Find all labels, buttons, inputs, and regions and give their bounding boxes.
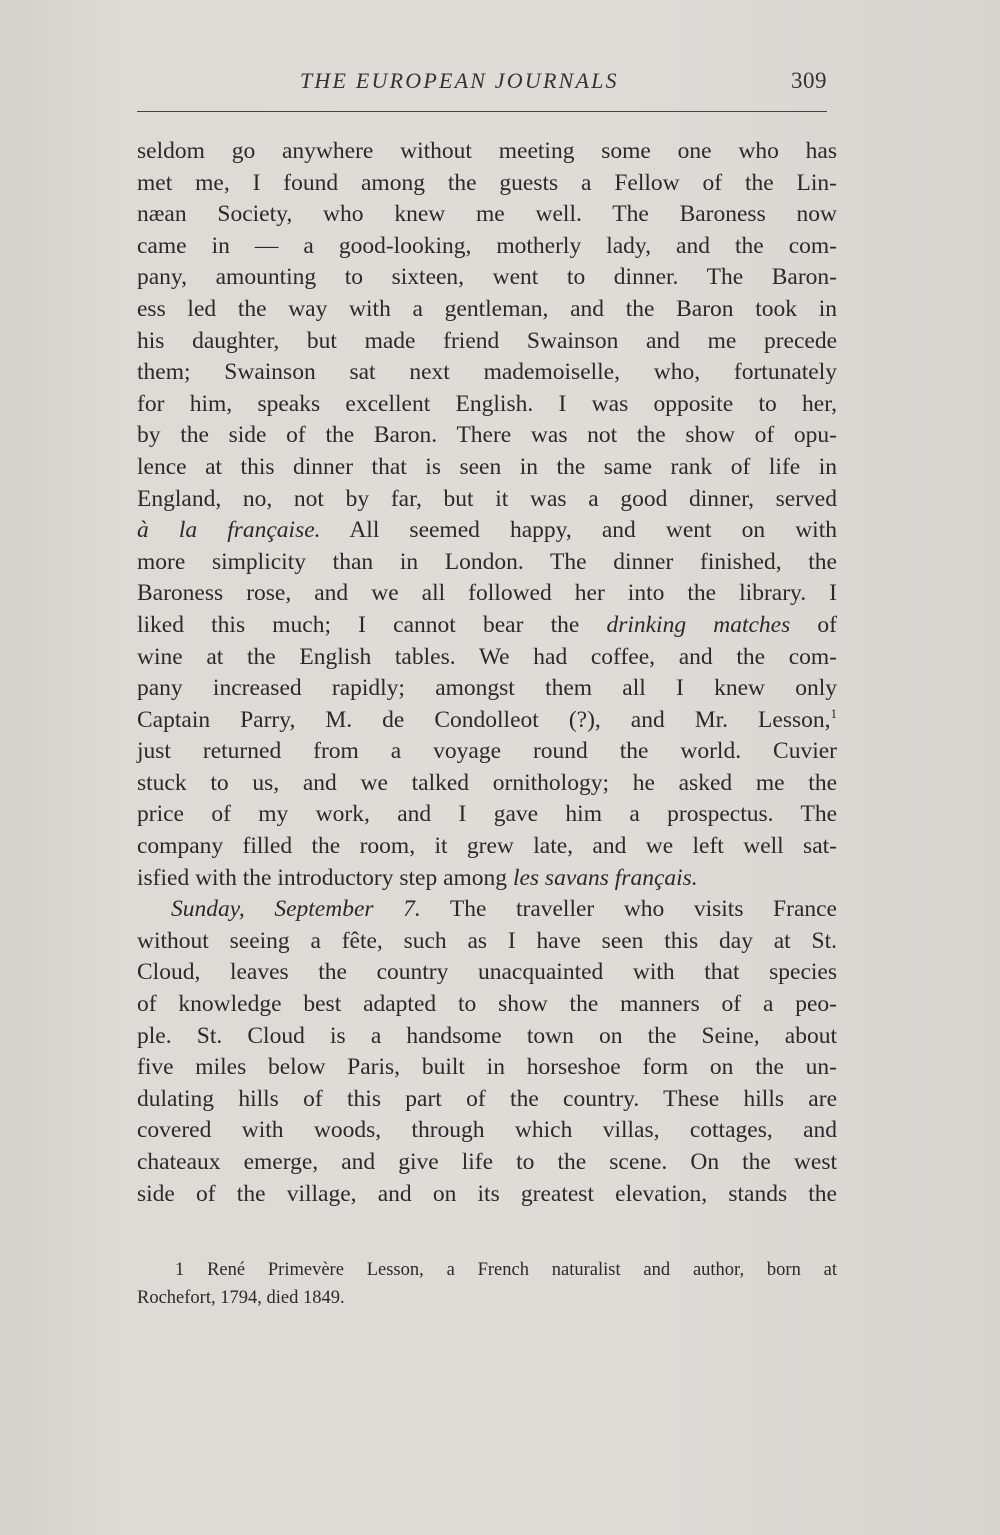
line-text: came in — a good-looking, motherly lady, and the com- [137,232,837,259]
line-text: them; Swainson sat next mademoiselle, who, fortunately [137,359,837,386]
line-text: just returned from a voyage round the world. Cuvier [137,738,837,765]
line-text: All seemed happy, and went on with [320,517,837,544]
body-line [137,831,837,863]
body-line [137,389,837,421]
body-line [137,357,837,389]
body-line [137,673,837,705]
body-line [137,136,837,168]
line-text: Captain Parry, M. de Condolleot (?), and Mr. Lesson, [137,706,831,733]
italic-text: les savans français. [512,864,698,891]
page-number: 309 [791,68,827,93]
footnote-ref: 1 [830,705,837,721]
body-line [137,294,837,326]
body-text [137,136,837,1210]
footnote-line: Rochefort, 1794, died 1849. [137,1288,345,1308]
body-line [137,768,837,800]
line-text: isfied with the introductory step among [137,864,513,891]
line-text: for him, speaks excellent English. I was opposite to her, [137,390,837,417]
line-text: more simplicity than in London. The dinner finished, the [137,548,837,575]
line-text: company filled the room, it grew late, and we left well sat- [137,833,837,860]
body-line [137,1115,837,1147]
italic-text: drinking matches [606,611,791,638]
body-line [137,452,837,484]
body-line [137,547,837,579]
body-line [137,262,837,294]
body-line [137,1179,837,1211]
line-text: lence at this dinner that is seen in the same rank of life in [137,453,837,480]
body-line [137,736,837,768]
line-text: ess led the way with a gentleman, and the Baron took in [137,295,837,322]
body-line [137,894,837,926]
footnote-line: 1 René Primevère Lesson, a French naturalist and author, born at [175,1260,837,1280]
italic-text: à la française. [137,517,321,544]
body-line [137,957,837,989]
line-text: of knowledge best adapted to show the manners of a peo- [137,991,837,1018]
line-text: covered with woods, through which villas, cottages, and [137,1117,837,1144]
body-line [137,1147,837,1179]
line-text: dulating hills of this part of the country. These hills are [137,1085,837,1112]
body-line [137,926,837,958]
running-head [137,68,827,108]
line-text: price of my work, and I gave him a prospectus. The [137,801,837,828]
line-text: The traveller who visits France [420,896,837,923]
body-line [137,420,837,452]
header-rule [137,111,827,112]
body-line [137,642,837,674]
body-line [137,610,837,642]
body-line [137,1052,837,1084]
line-text: pany increased rapidly; amongst them all I knew only [137,675,837,702]
body-line [137,515,837,547]
line-text: without seeing a fête, such as I have seen this day at St. [137,927,837,954]
line-text: side of the village, and on its greatest elevation, stands the [137,1180,837,1207]
line-text: wine at the English tables. We had coffee, and the com- [137,643,837,670]
line-text: his daughter, but made friend Swainson and me precede [137,327,837,354]
line-text: Cloud, leaves the country unacquainted with that species [137,959,837,986]
line-text: England, no, not by far, but it was a good dinner, served [137,485,837,512]
line-text: pany, amounting to sixteen, went to dinner. The Baron- [137,264,837,291]
body-line [137,705,837,737]
body-line [137,578,837,610]
line-text: liked this much; I cannot bear the [137,611,607,638]
line-text: ple. St. Cloud is a handsome town on the Seine, about [137,1022,837,1049]
body-line [137,326,837,358]
line-text: stuck to us, and we talked ornithology; he asked me the [137,769,837,796]
footnote [137,1256,837,1312]
body-line [137,1021,837,1053]
body-line [137,484,837,516]
line-text: seldom go anywhere without meeting some one who has [137,138,837,164]
line-text: five miles below Paris, built in horseshoe form on the un- [137,1054,837,1081]
body-line [137,231,837,263]
body-line [137,199,837,231]
body-line [137,1084,837,1116]
italic-text: Sunday, September 7. [171,896,421,923]
body-line [137,989,837,1021]
body-line [137,863,837,895]
body-line [137,799,837,831]
line-text: of [790,611,838,638]
line-text: Baroness rose, and we all followed her into the library. I [137,580,837,607]
line-text: næan Society, who knew me well. The Baroness now [137,201,837,228]
line-text: met me, I found among the guests a Fellow of the Lin- [137,169,837,196]
line-text: by the side of the Baron. There was not the show of opu- [137,422,837,449]
line-text: chateaux emerge, and give life to the scene. On the west [137,1149,837,1175]
running-title: THE EUROPEAN JOURNALS [300,68,619,93]
body-line [137,168,837,200]
